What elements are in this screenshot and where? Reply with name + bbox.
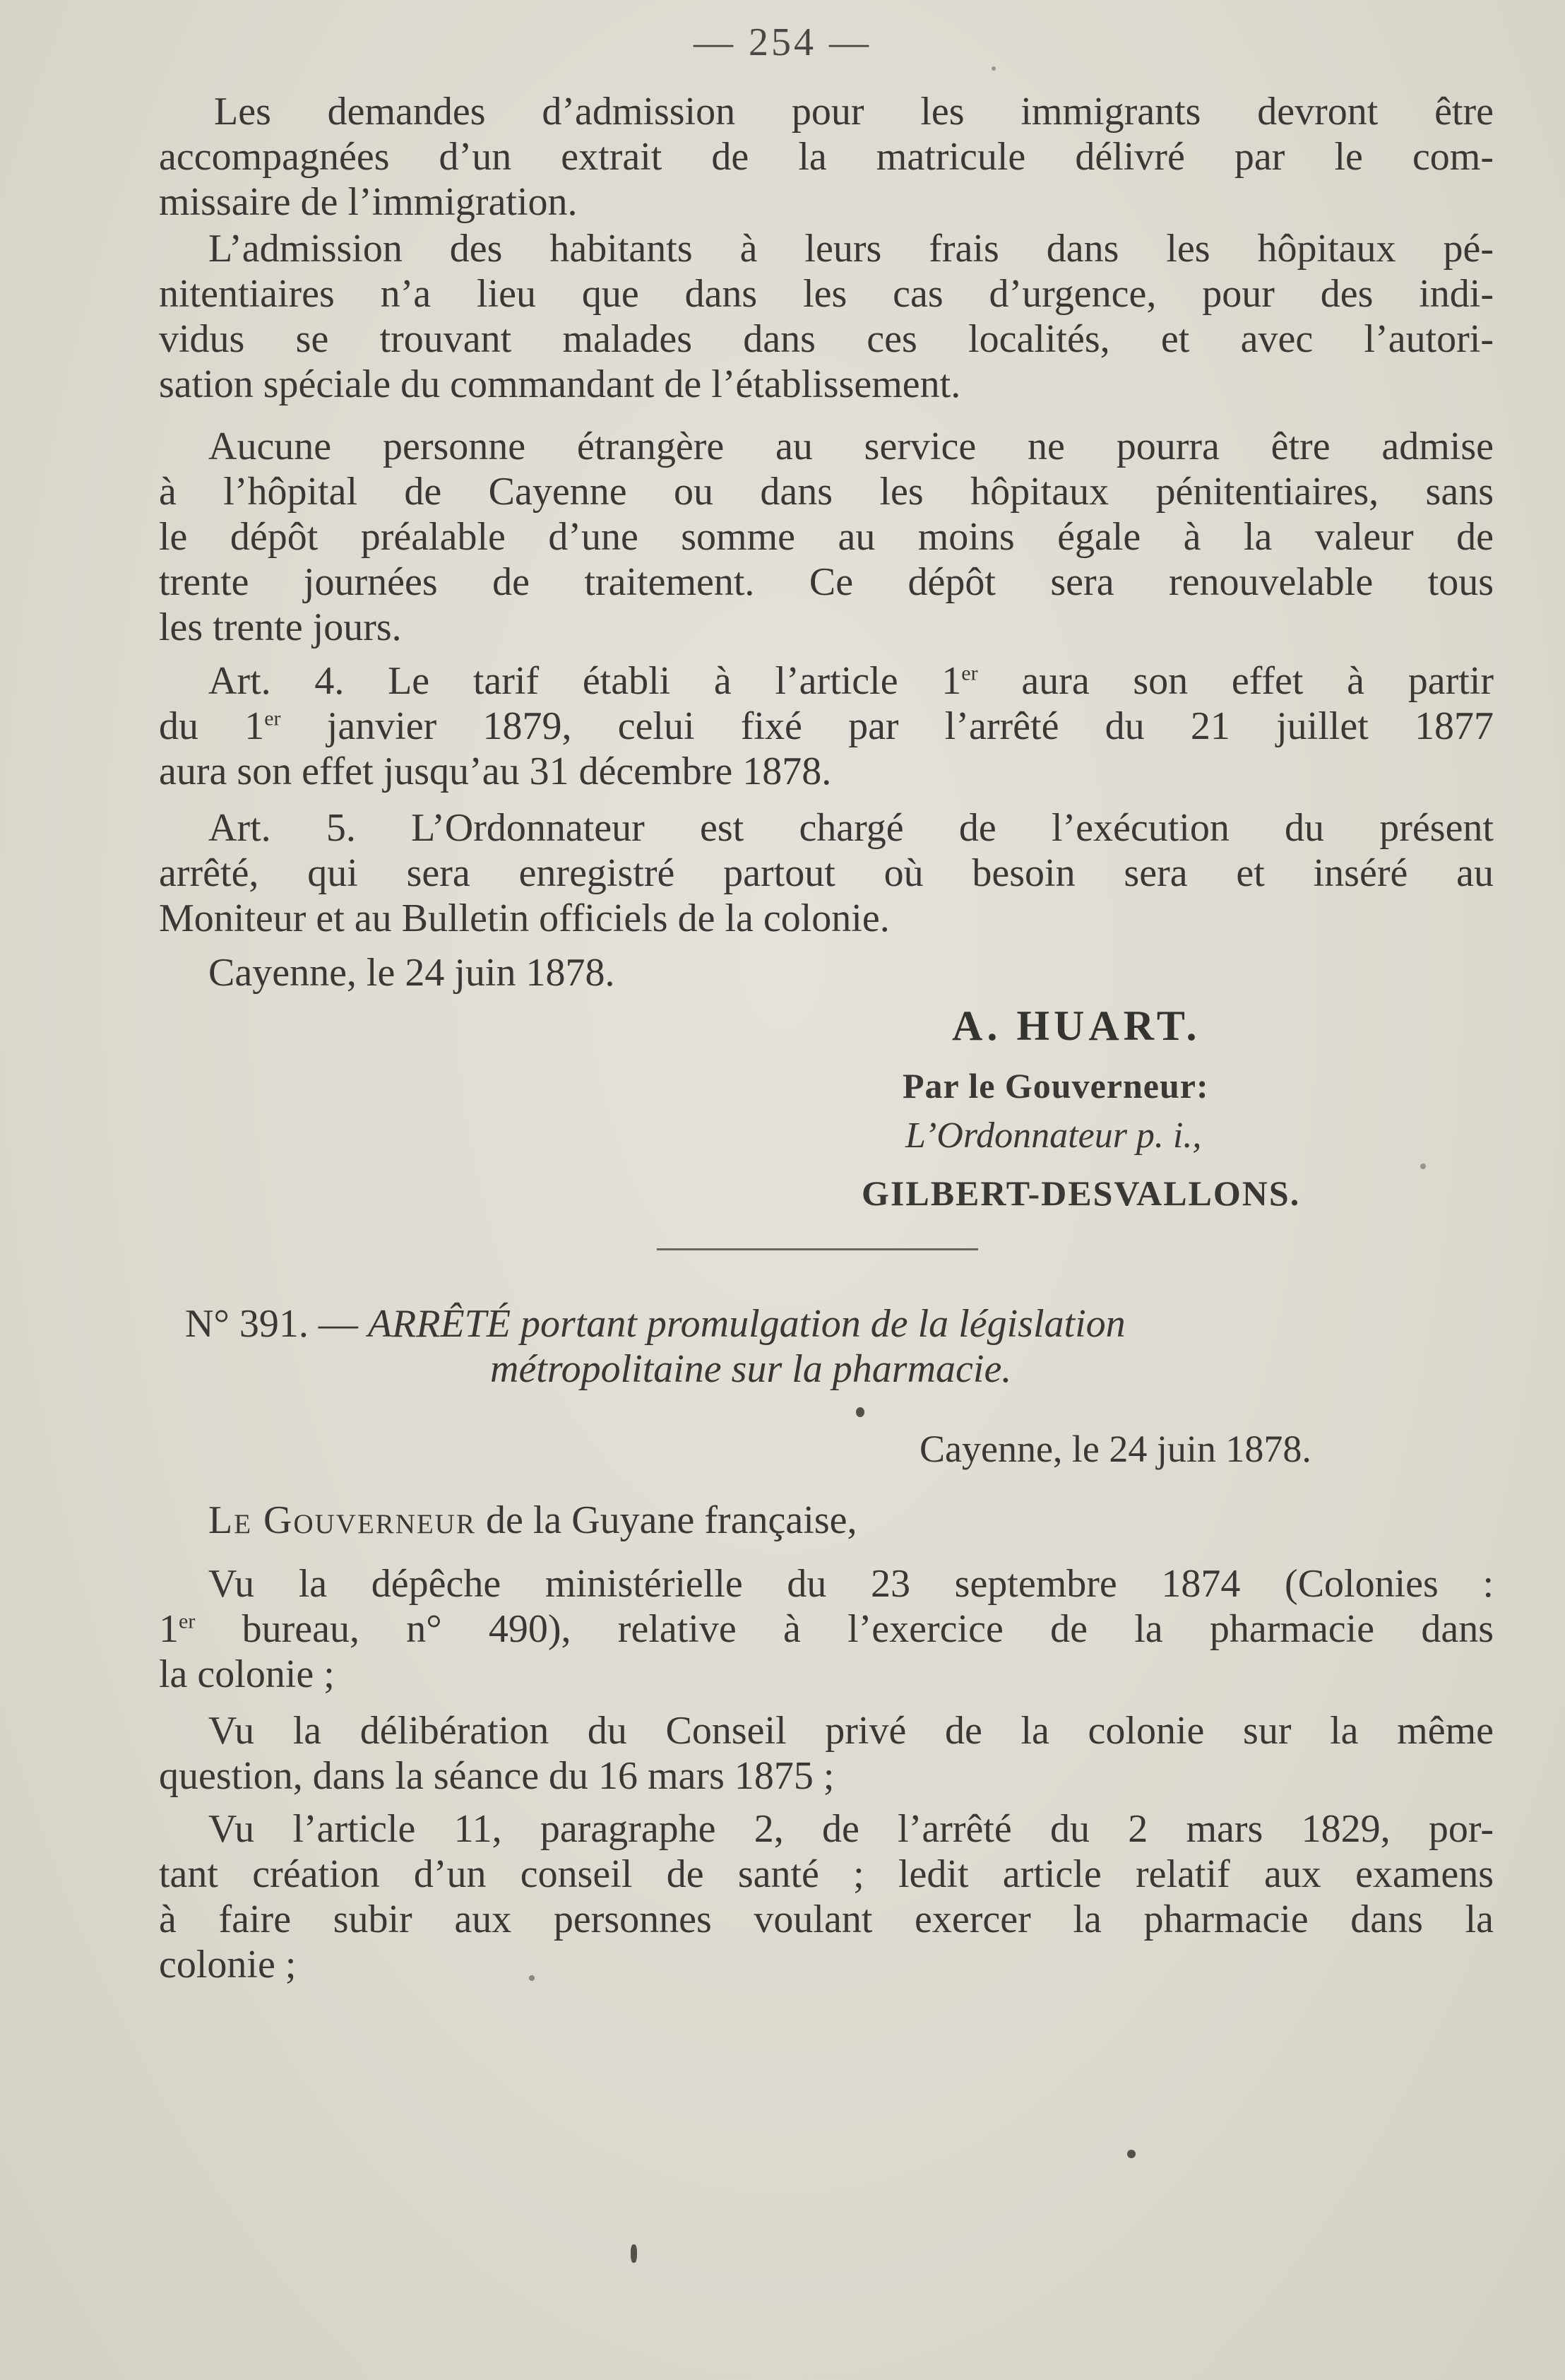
text-line: nitentiaires n’a lieu que dans les cas d’urgence, pour des indi- <box>159 272 1494 316</box>
text-line: L’admission des habitants à leurs frais dans les hôpitaux pé- <box>208 227 1494 271</box>
paper-speck <box>1420 1164 1426 1169</box>
text-line: à l’hôpital de Cayenne ou dans les hôpitaux pénitentiaires, sans <box>159 470 1494 514</box>
place-date <box>159 950 1494 995</box>
paper-speck <box>992 66 996 71</box>
decree-title-continued: métropolitaine sur la pharmacie. <box>490 1347 1012 1391</box>
decree-number: N° 391. — <box>185 1302 368 1346</box>
paragraph-immigrants <box>159 89 1494 225</box>
text-line: Art. 5. L’Ordonnateur est chargé de l’exécution du présent <box>208 806 1494 850</box>
text-line: le dépôt préalable d’une somme au moins égale à la valeur de <box>159 515 1494 559</box>
vu-article <box>159 1806 1494 1987</box>
text-run: bureau, n° 490), relative à l’exercice de la pharmacie dans <box>195 1607 1494 1651</box>
text-line: question, dans la séance du 16 mars 1875 ; <box>159 1754 835 1798</box>
text-line <box>159 658 1494 704</box>
article-5 <box>159 805 1494 941</box>
text-line <box>159 1498 1494 1543</box>
signature-name: A. HUART. <box>952 1002 1201 1049</box>
text-line: arrêté, qui sera enregistré partout où besoin sera et inséré au <box>159 851 1494 895</box>
text-line: vidus se trouvant malades dans ces localités, et avec l’autori- <box>159 317 1494 361</box>
text-run: janvier 1879, celui fixé par l’arrêté du 21 juillet 1877 <box>280 704 1494 748</box>
paper-speck <box>856 1407 864 1417</box>
decree-title-line-2 <box>490 1346 1011 1392</box>
decree-title: ARRÊTÉ portant promulgation de la législation <box>367 1302 1126 1346</box>
text-line: Vu la dépêche ministérielle du 23 septembre 1874 (Colonies : <box>208 1562 1494 1606</box>
gouverneur-title: Le Gouverneur <box>208 1498 476 1542</box>
text-line: aura son effet jusqu’au 31 décembre 1878. <box>159 750 832 793</box>
vu-depeche <box>159 1561 1494 1697</box>
text-line: à faire subir aux personnes voulant exercer la pharmacie dans la <box>159 1898 1494 1941</box>
text-line: Aucune personne étrangère au service ne pourra être admise <box>208 425 1494 468</box>
text-line <box>159 1606 1494 1652</box>
section-divider <box>657 1248 978 1250</box>
paper-speck <box>529 1975 535 1981</box>
text-line: Vu l’article 11, paragraphe 2, de l’arrêté du 2 mars 1829, por- <box>208 1807 1494 1851</box>
vu-deliberation <box>159 1708 1494 1799</box>
text-line: accompagnées d’un extrait de la matricule délivré par le com- <box>159 135 1494 179</box>
text-line: missaire de l’immigration. <box>159 180 578 224</box>
superscript: er <box>961 661 978 685</box>
text-run: de la Guyane française, <box>475 1498 857 1542</box>
article-4 <box>159 658 1494 794</box>
text-line: les trente jours. <box>159 605 402 649</box>
superscript: er <box>264 706 281 730</box>
text-line: Moniteur et au Bulletin officiels de la colonie. <box>159 896 890 940</box>
text-line <box>159 704 1494 749</box>
paper-speck <box>1127 2150 1136 2158</box>
decree-date: Cayenne, le 24 juin 1878. <box>920 1428 1311 1470</box>
decree-title-line-1 <box>185 1301 1126 1346</box>
superscript: er <box>179 1609 196 1633</box>
paragraph-habitants <box>159 226 1494 407</box>
text-line: la colonie ; <box>159 1652 335 1696</box>
text-line: tant création d’un conseil de santé ; ledit article relatif aux examens <box>159 1852 1494 1896</box>
text-line: sation spéciale du commandant de l’établissement. <box>159 362 961 406</box>
signature-ordonnateur: L’Ordonnateur p. i., <box>905 1115 1202 1156</box>
signature-par-le-gouverneur: Par le Gouverneur: <box>903 1066 1209 1106</box>
text-run: Art. 4. Le tarif établi à l’article 1 <box>208 659 962 703</box>
text-line: trente journées de traitement. Ce dépôt sera renouvelable tous <box>159 560 1494 604</box>
text-run: aura son effet à partir <box>977 659 1494 703</box>
paper-speck <box>631 2244 637 2263</box>
text-line: Vu la délibération du Conseil privé de la colonie sur la même <box>208 1709 1494 1753</box>
text-run: 1 <box>159 1607 179 1651</box>
text-line: colonie ; <box>159 1943 297 1987</box>
text-line: Les demandes d’admission pour les immigrants devront être <box>214 90 1494 134</box>
signature-official: GILBERT-DESVALLONS. <box>862 1173 1301 1213</box>
text-run: du 1 <box>159 704 265 748</box>
page-number: — 254 — <box>694 20 871 64</box>
text-line: Cayenne, le 24 juin 1878. <box>208 951 615 995</box>
gouverneur-line <box>159 1498 1494 1543</box>
paragraph-depot <box>159 424 1494 650</box>
